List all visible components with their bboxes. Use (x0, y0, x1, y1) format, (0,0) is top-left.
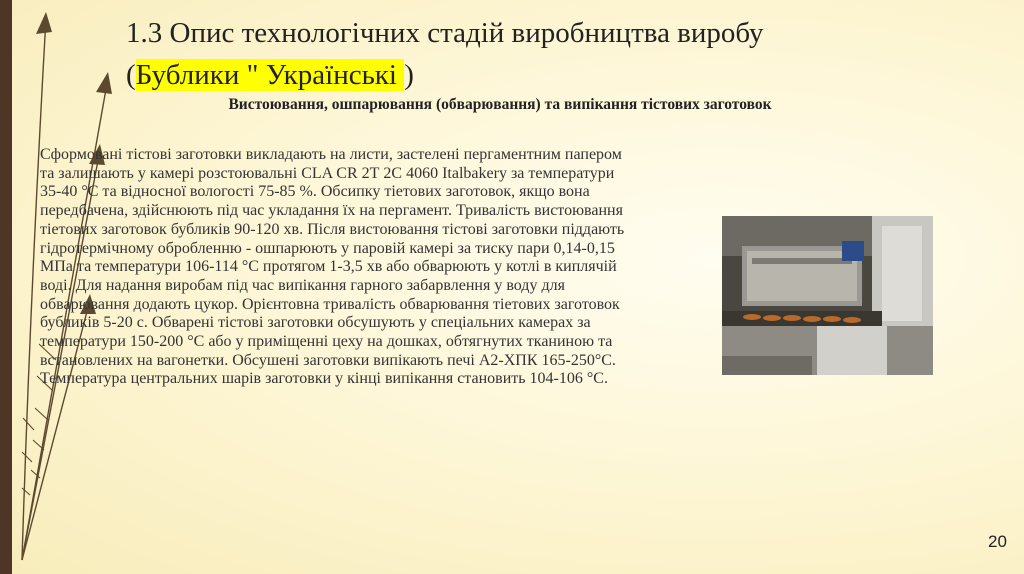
page-number: 20 (988, 532, 1007, 551)
title-line1: 1.3 Опис технологічних стадій виробництва виробу (126, 17, 764, 49)
title-close-paren: ) (404, 59, 414, 91)
body-paragraph: Сформовані тістові заготовки викладають на листи, застелені пергаментним папером та залишають у камері розстоювальні CLA CR 2Т 2С 4060 Italbakery за температури 35-40 °С та відносної вологості 75-85 %. Обсипку тіетових заготовок, якщо вона передбачена, здійснюють під час укладання їх на пергамент. Тривалість вистоювання тіетових заготовок бубликів 90-120 хв. Після вистоювання тістові заготовки піддають гідротермічному обробленню - ошпарюють у паровій камері за тиску пари 0,14-0,15 МПа та температури 106-114 °С протягом 1-3,5 хв або обварюють у котлі в киплячій воді. Для надання виробам під час випікання гарного забарвлення у воду для обварювання додають цукор. Орієнтовна тривалість обварювання тіетових заготовок бубликів 5-20 с. Обварені тістові заготовки обсушують у спеціальних камерах за температури 150-200 °С або у приміщенні цеху на дошках, обтягнутих тканиною та встановлених на вагонетки. Обсушені заготовки випікають печі А2-ХПК 165-250°С. Температура центральних шарів заготовки у кінці випікання становить 104-106 °С. (40, 146, 625, 388)
bakery-machine-photo (722, 216, 933, 375)
slide-title (126, 12, 966, 96)
title-highlight: Бублики " Українські (135, 59, 405, 91)
title-open-paren: ( (126, 59, 136, 91)
slide-subtitle: Вистоювання, ошпарювання (обварювання) та випікання тістових заготовок (228, 96, 772, 113)
